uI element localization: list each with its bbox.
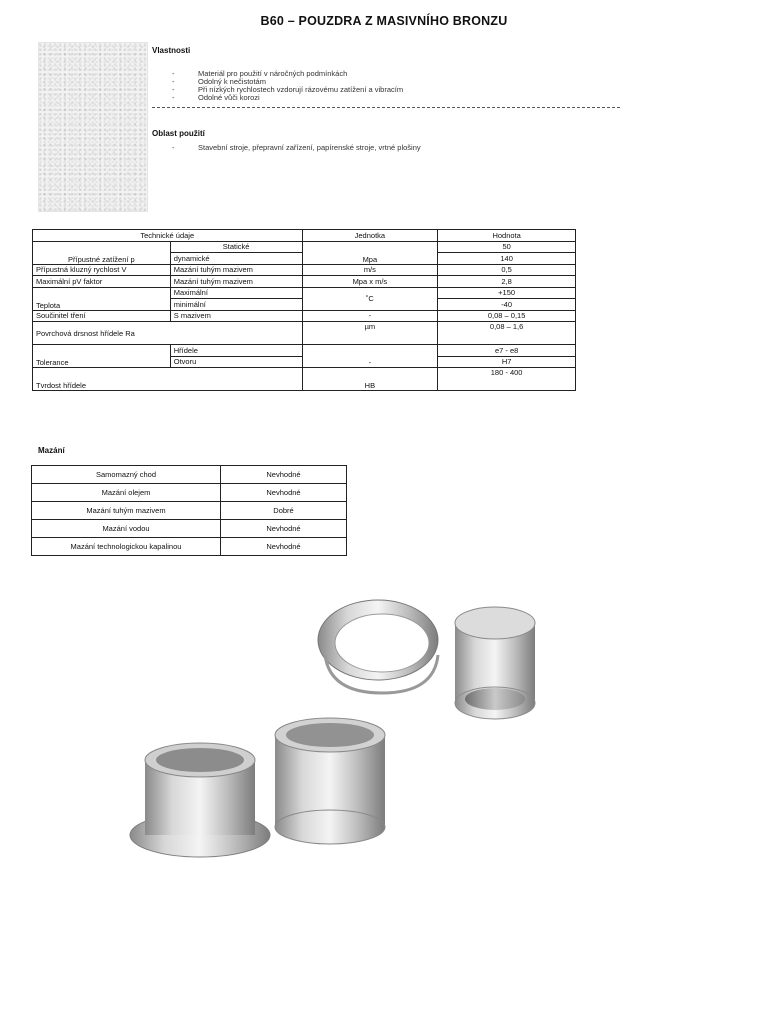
cell: Hřídele [170, 345, 302, 357]
cell: Statické [170, 241, 302, 253]
cell: Tvrdost hřídele [33, 368, 303, 391]
cell: Povrchová drsnost hřídele Ra [33, 322, 303, 345]
cell: Samomazný chod [32, 466, 221, 484]
cell: H7 [438, 356, 576, 368]
list-item: - Odolný k nečistotám [172, 78, 403, 86]
cell: +150 [438, 287, 576, 299]
list-item: - Odolné vůči korozi [172, 94, 403, 102]
cell-load-label: Přípustné zatížení p [33, 241, 171, 264]
cell: 0,08 – 0,15 [438, 310, 576, 322]
cell: dynamické [170, 253, 302, 265]
cell: Maximální pV faktor [33, 276, 171, 288]
cell: Mpa [302, 241, 438, 264]
properties-heading: Vlastnosti [152, 46, 191, 55]
table-row [32, 466, 347, 484]
material-texture-image [38, 42, 148, 212]
bushing-large-ring [318, 600, 438, 693]
cell: m/s [302, 264, 438, 276]
list-item: - Materiál pro použití v náročných podmínkách [172, 70, 403, 78]
cell: Mazání tuhým mazivem [170, 264, 302, 276]
cell: 140 [438, 253, 576, 265]
cell: 50 [438, 241, 576, 253]
header-unit: Jednotka [302, 230, 438, 242]
cell: Tolerance [33, 345, 171, 368]
cell: Otvoru [170, 356, 302, 368]
table-row [33, 241, 576, 253]
cell: Přípustná kluzný rychlost V [33, 264, 171, 276]
table-row [33, 368, 576, 391]
section-divider [152, 107, 620, 108]
cell: Mazání technologickou kapalinou [32, 538, 221, 556]
table-row [33, 345, 576, 357]
technical-data-table [32, 229, 576, 391]
cell: µm [302, 322, 438, 345]
cell: Nevhodné [221, 466, 347, 484]
cell: Mazání olejem [32, 484, 221, 502]
cell: minimální [170, 299, 302, 311]
cell: Nevhodné [221, 520, 347, 538]
cell: -40 [438, 299, 576, 311]
bushing-flanged [130, 743, 270, 857]
bushing-tall-sleeve [455, 607, 535, 719]
cell: - [302, 310, 438, 322]
table-row [32, 538, 347, 556]
cell: - [302, 345, 438, 368]
cell: 0,08 – 1,6 [438, 322, 576, 345]
cell: Mazání tuhým mazivem [170, 276, 302, 288]
cell: Mazání tuhým mazivem [32, 502, 221, 520]
cell: Dobré [221, 502, 347, 520]
table-row [33, 322, 576, 345]
bushing-plain-sleeve [275, 718, 385, 844]
table-row [33, 264, 576, 276]
usage-heading: Oblast použití [152, 129, 205, 138]
page-title: B60 – POUZDRA Z MASIVNÍHO BRONZU [260, 14, 508, 28]
table-row [33, 287, 576, 299]
header-value: Hodnota [438, 230, 576, 242]
cell: 0,5 [438, 264, 576, 276]
cell: 2,8 [438, 276, 576, 288]
table-header-row [33, 230, 576, 242]
header-technical-data: Technické údaje [33, 230, 303, 242]
list-item: - Při nízkých rychlostech vzdorují rázovému zatížení a vibracím [172, 86, 403, 94]
table-row [33, 310, 576, 322]
cell: Nevhodné [221, 484, 347, 502]
cell: Mpa x m/s [302, 276, 438, 288]
cell: Nevhodné [221, 538, 347, 556]
lubrication-heading: Mazání [38, 446, 65, 455]
cell: e7 - e8 [438, 345, 576, 357]
list-item: - Stavební stroje, přepravní zařízení, papírenské stroje, vrtné plošiny [172, 144, 421, 152]
cell: Teplota [33, 287, 171, 310]
cell: ˚C [302, 287, 438, 310]
usage-list [172, 144, 421, 152]
properties-list [172, 70, 403, 102]
lubrication-table [31, 465, 347, 556]
table-row [32, 484, 347, 502]
table-row [32, 520, 347, 538]
cell: Mazání vodou [32, 520, 221, 538]
cell: Maximální [170, 287, 302, 299]
cell: 180 - 400 [438, 368, 576, 391]
cell: Součinitel tření [33, 310, 171, 322]
table-row [32, 502, 347, 520]
cell: S mazivem [170, 310, 302, 322]
table-row [33, 276, 576, 288]
cell: HB [302, 368, 438, 391]
bronze-bushings-photo [120, 585, 580, 905]
